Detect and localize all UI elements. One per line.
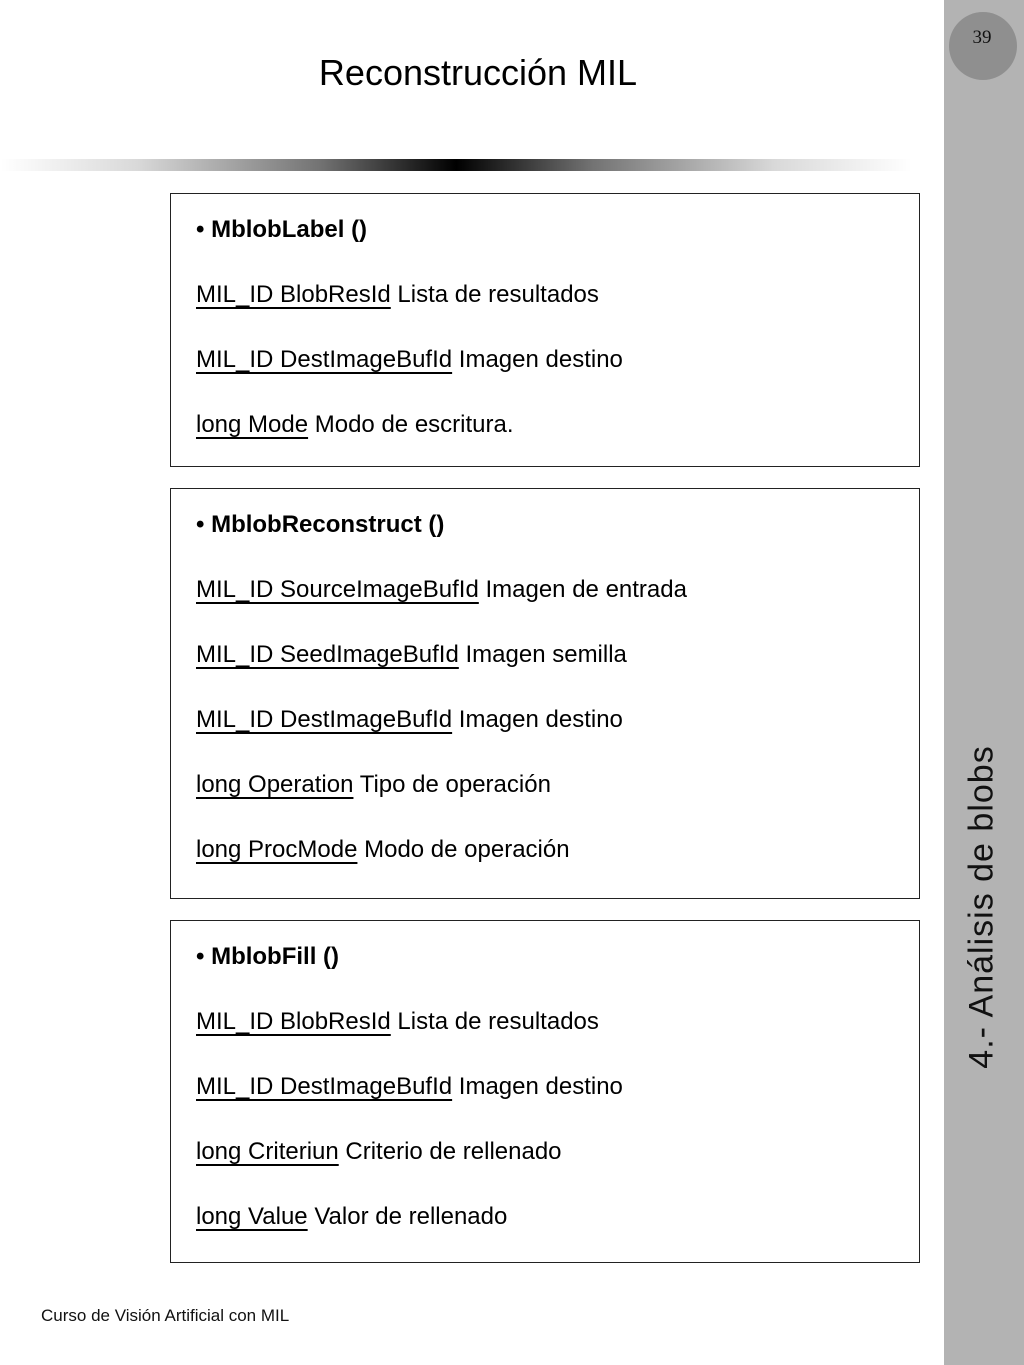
param-name: long Mode xyxy=(196,411,309,438)
param-name: MIL_ID SeedImageBufId xyxy=(196,641,459,668)
param-description: Modo de operación xyxy=(357,836,570,863)
param-line xyxy=(196,765,919,805)
footer-text: Curso de Visión Artificial con MIL xyxy=(41,1306,290,1325)
page-title: Reconstrucción MIL xyxy=(318,52,638,93)
page-number: 39 xyxy=(972,27,992,48)
param-name: MIL_ID SourceImageBufId xyxy=(196,576,479,603)
function-box-mbloblabel xyxy=(170,193,920,467)
title-divider xyxy=(0,159,912,171)
param-description: Valor de rellenado xyxy=(307,1203,508,1230)
param-name: MIL_ID DestImageBufId xyxy=(196,1073,453,1100)
function-box-mblobreconstruct xyxy=(170,488,920,899)
param-line xyxy=(196,340,919,380)
param-line xyxy=(196,275,919,315)
param-name: MIL_ID BlobResId xyxy=(196,1008,391,1035)
function-heading: • MblobLabel () xyxy=(196,216,368,243)
function-heading: • MblobFill () xyxy=(196,943,340,970)
param-line xyxy=(196,405,919,445)
param-name: long Value xyxy=(196,1203,308,1230)
param-line xyxy=(196,1067,919,1107)
param-description: Imagen destino xyxy=(452,706,623,733)
param-description: Imagen semilla xyxy=(458,641,627,668)
param-line xyxy=(196,570,919,610)
param-name: MIL_ID DestImageBufId xyxy=(196,706,453,733)
side-bar xyxy=(944,0,1024,1365)
param-name: MIL_ID DestImageBufId xyxy=(196,346,453,373)
param-line xyxy=(196,700,919,740)
function-box-mblobfill xyxy=(170,920,920,1263)
param-description: Modo de escritura. xyxy=(308,411,514,438)
param-line xyxy=(196,830,919,870)
param-description: Tipo de operación xyxy=(353,771,551,798)
param-description: Imagen de entrada xyxy=(478,576,687,603)
param-description: Lista de resultados xyxy=(390,1008,599,1035)
param-name: MIL_ID BlobResId xyxy=(196,281,391,308)
param-line xyxy=(196,1197,919,1237)
param-name: long Criteriun xyxy=(196,1138,339,1165)
param-line xyxy=(196,1002,919,1042)
param-description: Lista de resultados xyxy=(390,281,599,308)
param-description: Criterio de rellenado xyxy=(338,1138,562,1165)
param-line xyxy=(196,635,919,675)
param-name: long Operation xyxy=(196,771,354,798)
param-description: Imagen destino xyxy=(452,1073,623,1100)
param-line xyxy=(196,1132,919,1172)
function-heading: • MblobReconstruct () xyxy=(196,511,445,538)
param-description: Imagen destino xyxy=(452,346,623,373)
param-name: long ProcMode xyxy=(196,836,358,863)
section-title: 4.- Análisis de blobs xyxy=(962,745,1001,1069)
